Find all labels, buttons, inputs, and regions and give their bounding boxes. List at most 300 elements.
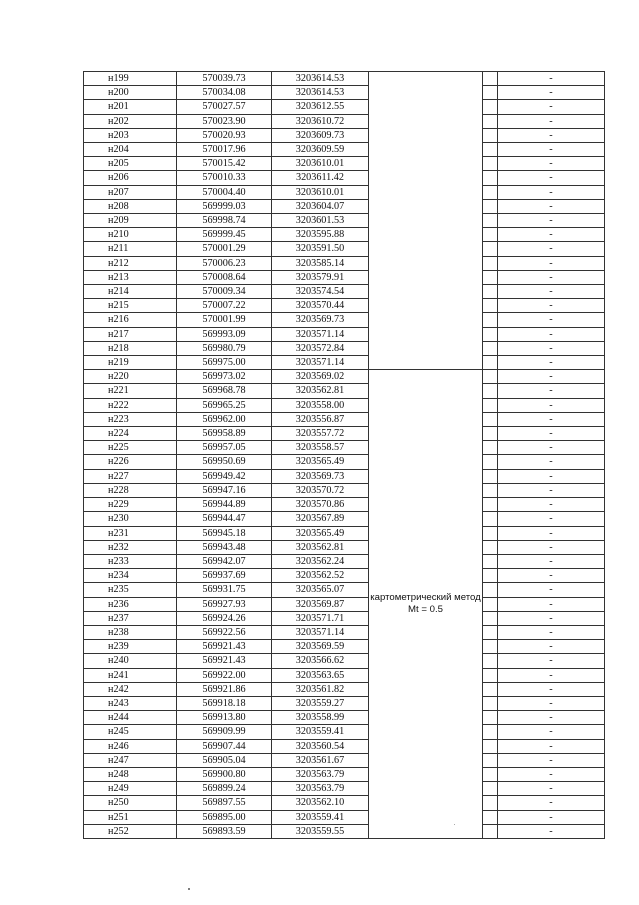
spacer-cell (483, 753, 498, 767)
table-row (84, 100, 605, 114)
note-cell: - (498, 654, 605, 668)
point-name-cell: н211 (84, 242, 177, 256)
note-cell: - (498, 824, 605, 838)
coord-x-cell: 570027.57 (177, 100, 272, 114)
coord-y-cell: 3203571.14 (272, 625, 369, 639)
point-name-cell: н239 (84, 640, 177, 654)
note-cell: - (498, 384, 605, 398)
note-cell: - (498, 526, 605, 540)
spacer-cell (483, 72, 498, 86)
coord-y-cell: 3203562.81 (272, 540, 369, 554)
coord-y-cell: 3203614.53 (272, 86, 369, 100)
note-cell: - (498, 114, 605, 128)
table-row (84, 199, 605, 213)
table-row (84, 640, 605, 654)
coord-y-cell: 3203585.14 (272, 256, 369, 270)
coord-y-cell: 3203558.99 (272, 711, 369, 725)
coord-y-cell: 3203572.84 (272, 341, 369, 355)
coord-x-cell: 569937.69 (177, 569, 272, 583)
coord-x-cell: 570010.33 (177, 171, 272, 185)
note-cell: - (498, 512, 605, 526)
table-row (84, 682, 605, 696)
coord-x-cell: 570034.08 (177, 86, 272, 100)
point-name-cell: н214 (84, 285, 177, 299)
point-name-cell: н242 (84, 682, 177, 696)
coord-x-cell: 570009.34 (177, 285, 272, 299)
spacer-cell (483, 796, 498, 810)
note-cell: - (498, 398, 605, 412)
table-row (84, 696, 605, 710)
note-cell: - (498, 441, 605, 455)
note-cell: - (498, 810, 605, 824)
table-row (84, 299, 605, 313)
point-name-cell: н220 (84, 370, 177, 384)
coord-x-cell: 569893.59 (177, 824, 272, 838)
table-row (84, 242, 605, 256)
coord-x-cell: 569921.86 (177, 682, 272, 696)
coord-y-cell: 3203558.57 (272, 441, 369, 455)
coord-y-cell: 3203562.10 (272, 796, 369, 810)
table-row (84, 711, 605, 725)
coord-x-cell: 569922.00 (177, 668, 272, 682)
coord-x-cell: 569924.26 (177, 611, 272, 625)
coord-y-cell: 3203610.72 (272, 114, 369, 128)
coord-x-cell: 569975.00 (177, 356, 272, 370)
note-cell: - (498, 796, 605, 810)
table-row (84, 455, 605, 469)
coord-y-cell: 3203556.87 (272, 412, 369, 426)
coord-y-cell: 3203562.24 (272, 554, 369, 568)
note-cell: - (498, 327, 605, 341)
coord-y-cell: 3203562.52 (272, 569, 369, 583)
coord-y-cell: 3203571.14 (272, 356, 369, 370)
coord-x-cell: 569899.24 (177, 782, 272, 796)
spacer-cell (483, 526, 498, 540)
coord-y-cell: 3203563.65 (272, 668, 369, 682)
coord-x-cell: 570008.64 (177, 270, 272, 284)
point-name-cell: н203 (84, 128, 177, 142)
coord-y-cell: 3203562.81 (272, 384, 369, 398)
point-name-cell: н252 (84, 824, 177, 838)
spacer-cell (483, 625, 498, 639)
spacer-cell (483, 441, 498, 455)
note-cell: - (498, 86, 605, 100)
note-cell: - (498, 143, 605, 157)
coord-x-cell: 569999.03 (177, 199, 272, 213)
coord-x-cell: 570004.40 (177, 185, 272, 199)
coord-x-cell: 569965.25 (177, 398, 272, 412)
note-cell: - (498, 725, 605, 739)
spacer-cell (483, 370, 498, 384)
point-name-cell: н210 (84, 228, 177, 242)
spacer-cell (483, 341, 498, 355)
note-cell: - (498, 72, 605, 86)
note-cell: - (498, 285, 605, 299)
coord-y-cell: 3203571.14 (272, 327, 369, 341)
coord-y-cell: 3203569.73 (272, 469, 369, 483)
table-row (84, 611, 605, 625)
spacer-cell (483, 640, 498, 654)
spacer-cell (483, 483, 498, 497)
table-row (84, 526, 605, 540)
table-row (84, 782, 605, 796)
coord-x-cell: 569907.44 (177, 739, 272, 753)
coord-x-cell: 570007.22 (177, 299, 272, 313)
table-row (84, 668, 605, 682)
note-cell: - (498, 682, 605, 696)
point-name-cell: н218 (84, 341, 177, 355)
coord-x-cell: 569957.05 (177, 441, 272, 455)
note-cell: - (498, 640, 605, 654)
coord-x-cell: 569895.00 (177, 810, 272, 824)
coord-y-cell: 3203563.79 (272, 767, 369, 781)
table-row (84, 540, 605, 554)
coord-y-cell: 3203570.86 (272, 498, 369, 512)
coordinates-table-body (84, 72, 605, 839)
note-cell: - (498, 427, 605, 441)
point-name-cell: н201 (84, 100, 177, 114)
spacer-cell (483, 100, 498, 114)
spacer-cell (483, 270, 498, 284)
coord-x-cell: 570001.29 (177, 242, 272, 256)
coord-y-cell: 3203561.82 (272, 682, 369, 696)
spacer-cell (483, 824, 498, 838)
coord-y-cell: 3203559.27 (272, 696, 369, 710)
coord-x-cell: 569905.04 (177, 753, 272, 767)
coord-x-cell: 569949.42 (177, 469, 272, 483)
point-name-cell: н212 (84, 256, 177, 270)
coord-x-cell: 569973.02 (177, 370, 272, 384)
method-cell-blank (369, 72, 483, 370)
coord-y-cell: 3203579.91 (272, 270, 369, 284)
note-cell: - (498, 455, 605, 469)
spacer-cell (483, 455, 498, 469)
table-row (84, 398, 605, 412)
table-row (84, 597, 605, 611)
coord-x-cell: 569900.80 (177, 767, 272, 781)
note-cell: - (498, 625, 605, 639)
point-name-cell: н217 (84, 327, 177, 341)
coord-x-cell: 569943.48 (177, 540, 272, 554)
table-row (84, 313, 605, 327)
coord-x-cell: 569913.80 (177, 711, 272, 725)
point-name-cell: н228 (84, 483, 177, 497)
note-cell: - (498, 611, 605, 625)
coord-y-cell: 3203610.01 (272, 185, 369, 199)
point-name-cell: н199 (84, 72, 177, 86)
point-name-cell: н219 (84, 356, 177, 370)
coord-x-cell: 569921.43 (177, 640, 272, 654)
note-cell: - (498, 569, 605, 583)
note-cell: - (498, 540, 605, 554)
table-row (84, 824, 605, 838)
spacer-cell (483, 384, 498, 398)
coord-x-cell: 569947.16 (177, 483, 272, 497)
spacer-cell (483, 611, 498, 625)
point-name-cell: н247 (84, 753, 177, 767)
point-name-cell: н243 (84, 696, 177, 710)
point-name-cell: н240 (84, 654, 177, 668)
method-cell: картометрический метод Mt = 0.5 (369, 370, 483, 839)
coord-x-cell: 569962.00 (177, 412, 272, 426)
spacer-cell (483, 185, 498, 199)
spacer-cell (483, 214, 498, 228)
spacer-cell (483, 86, 498, 100)
spacer-cell (483, 682, 498, 696)
spacer-cell (483, 199, 498, 213)
point-name-cell: н209 (84, 214, 177, 228)
coord-x-cell: 569998.74 (177, 214, 272, 228)
point-name-cell: н200 (84, 86, 177, 100)
table-row (84, 810, 605, 824)
coord-x-cell: 569980.79 (177, 341, 272, 355)
coord-y-cell: 3203565.07 (272, 583, 369, 597)
coord-x-cell: 569897.55 (177, 796, 272, 810)
coord-x-cell: 570015.42 (177, 157, 272, 171)
spacer-cell (483, 412, 498, 426)
table-row (84, 469, 605, 483)
point-name-cell: н224 (84, 427, 177, 441)
coord-x-cell: 569944.89 (177, 498, 272, 512)
coord-x-cell: 569968.78 (177, 384, 272, 398)
table-row (84, 128, 605, 142)
table-row (84, 72, 605, 86)
point-name-cell: н231 (84, 526, 177, 540)
table-row (84, 384, 605, 398)
note-cell: - (498, 299, 605, 313)
coord-y-cell: 3203563.79 (272, 782, 369, 796)
note-cell: - (498, 157, 605, 171)
coord-y-cell: 3203558.00 (272, 398, 369, 412)
coord-y-cell: 3203571.71 (272, 611, 369, 625)
coord-x-cell: 570017.96 (177, 143, 272, 157)
note-cell: - (498, 128, 605, 142)
coord-y-cell: 3203567.89 (272, 512, 369, 526)
coord-y-cell: 3203595.88 (272, 228, 369, 242)
note-cell: - (498, 356, 605, 370)
point-name-cell: н226 (84, 455, 177, 469)
coord-x-cell: 569922.56 (177, 625, 272, 639)
note-cell: - (498, 498, 605, 512)
coord-y-cell: 3203609.73 (272, 128, 369, 142)
table-row (84, 554, 605, 568)
coord-y-cell: 3203561.67 (272, 753, 369, 767)
note-cell: - (498, 711, 605, 725)
note-cell: - (498, 483, 605, 497)
table-row (84, 143, 605, 157)
note-cell: - (498, 583, 605, 597)
table-row (84, 327, 605, 341)
coord-y-cell: 3203565.49 (272, 455, 369, 469)
note-cell: - (498, 767, 605, 781)
note-cell: - (498, 341, 605, 355)
coord-y-cell: 3203612.55 (272, 100, 369, 114)
point-name-cell: н213 (84, 270, 177, 284)
note-cell: - (498, 554, 605, 568)
table-row (84, 228, 605, 242)
table-row (84, 256, 605, 270)
spacer-cell (483, 242, 498, 256)
note-cell: - (498, 739, 605, 753)
spacer-cell (483, 782, 498, 796)
point-name-cell: н246 (84, 739, 177, 753)
point-name-cell: н222 (84, 398, 177, 412)
spacer-cell (483, 143, 498, 157)
coord-x-cell: 570020.93 (177, 128, 272, 142)
spacer-cell (483, 498, 498, 512)
spacer-cell (483, 171, 498, 185)
table-row (84, 654, 605, 668)
point-name-cell: н225 (84, 441, 177, 455)
table-row (84, 441, 605, 455)
point-name-cell: н235 (84, 583, 177, 597)
note-cell: - (498, 412, 605, 426)
table-row (84, 625, 605, 639)
note-cell: - (498, 270, 605, 284)
note-cell: - (498, 214, 605, 228)
coord-y-cell: 3203604.07 (272, 199, 369, 213)
point-name-cell: н241 (84, 668, 177, 682)
coord-y-cell: 3203574.54 (272, 285, 369, 299)
table-row (84, 427, 605, 441)
table-row (84, 583, 605, 597)
table-row (84, 412, 605, 426)
point-name-cell: н238 (84, 625, 177, 639)
point-name-cell: н227 (84, 469, 177, 483)
table-row (84, 512, 605, 526)
spacer-cell (483, 554, 498, 568)
scan-speck (454, 824, 455, 825)
table-row (84, 86, 605, 100)
note-cell: - (498, 696, 605, 710)
spacer-cell (483, 228, 498, 242)
spacer-cell (483, 299, 498, 313)
spacer-cell (483, 654, 498, 668)
coord-y-cell: 3203591.50 (272, 242, 369, 256)
table-row (84, 356, 605, 370)
coord-y-cell: 3203559.41 (272, 810, 369, 824)
point-name-cell: н216 (84, 313, 177, 327)
spacer-cell (483, 597, 498, 611)
note-cell: - (498, 171, 605, 185)
coord-y-cell: 3203611.42 (272, 171, 369, 185)
coord-x-cell: 569927.93 (177, 597, 272, 611)
coord-y-cell: 3203609.59 (272, 143, 369, 157)
coord-y-cell: 3203569.87 (272, 597, 369, 611)
note-cell: - (498, 668, 605, 682)
point-name-cell: н245 (84, 725, 177, 739)
point-name-cell: н229 (84, 498, 177, 512)
point-name-cell: н237 (84, 611, 177, 625)
point-name-cell: н230 (84, 512, 177, 526)
table-row (84, 483, 605, 497)
point-name-cell: н206 (84, 171, 177, 185)
point-name-cell: н249 (84, 782, 177, 796)
spacer-cell (483, 157, 498, 171)
coord-y-cell: 3203559.41 (272, 725, 369, 739)
coord-x-cell: 569950.69 (177, 455, 272, 469)
spacer-cell (483, 398, 498, 412)
note-cell: - (498, 228, 605, 242)
coord-x-cell: 569958.89 (177, 427, 272, 441)
note-cell: - (498, 199, 605, 213)
table-row (84, 767, 605, 781)
table-row (84, 270, 605, 284)
coord-y-cell: 3203610.01 (272, 157, 369, 171)
table-row (84, 171, 605, 185)
spacer-cell (483, 540, 498, 554)
note-cell: - (498, 370, 605, 384)
coord-y-cell: 3203559.55 (272, 824, 369, 838)
point-name-cell: н250 (84, 796, 177, 810)
table-row (84, 114, 605, 128)
coord-x-cell: 570023.90 (177, 114, 272, 128)
coord-y-cell: 3203565.49 (272, 526, 369, 540)
coord-y-cell: 3203614.53 (272, 72, 369, 86)
spacer-cell (483, 810, 498, 824)
point-name-cell: н204 (84, 143, 177, 157)
spacer-cell (483, 583, 498, 597)
point-name-cell: н202 (84, 114, 177, 128)
note-cell: - (498, 469, 605, 483)
note-cell: - (498, 242, 605, 256)
point-name-cell: н207 (84, 185, 177, 199)
coord-y-cell: 3203557.72 (272, 427, 369, 441)
table-row (84, 214, 605, 228)
coord-x-cell: 570039.73 (177, 72, 272, 86)
table-row (84, 796, 605, 810)
point-name-cell: н233 (84, 554, 177, 568)
table-row (84, 569, 605, 583)
table-row (84, 725, 605, 739)
spacer-cell (483, 356, 498, 370)
point-name-cell: н215 (84, 299, 177, 313)
table-row (84, 157, 605, 171)
coord-x-cell: 569945.18 (177, 526, 272, 540)
note-cell: - (498, 313, 605, 327)
spacer-cell (483, 668, 498, 682)
coord-x-cell: 569999.45 (177, 228, 272, 242)
coord-y-cell: 3203570.72 (272, 483, 369, 497)
table-row (84, 370, 605, 384)
table-row (84, 341, 605, 355)
spacer-cell (483, 725, 498, 739)
note-cell: - (498, 185, 605, 199)
spacer-cell (483, 696, 498, 710)
coord-x-cell: 569921.43 (177, 654, 272, 668)
spacer-cell (483, 313, 498, 327)
coord-x-cell: 569942.07 (177, 554, 272, 568)
point-name-cell: н223 (84, 412, 177, 426)
coord-y-cell: 3203569.73 (272, 313, 369, 327)
spacer-cell (483, 327, 498, 341)
point-name-cell: н236 (84, 597, 177, 611)
coord-y-cell: 3203570.44 (272, 299, 369, 313)
spacer-cell (483, 767, 498, 781)
table-row (84, 185, 605, 199)
point-name-cell: н251 (84, 810, 177, 824)
spacer-cell (483, 739, 498, 753)
coordinates-table (83, 71, 605, 839)
coord-x-cell: 569918.18 (177, 696, 272, 710)
note-cell: - (498, 256, 605, 270)
note-cell: - (498, 597, 605, 611)
coord-y-cell: 3203566.62 (272, 654, 369, 668)
point-name-cell: н244 (84, 711, 177, 725)
spacer-cell (483, 285, 498, 299)
spacer-cell (483, 256, 498, 270)
point-name-cell: н205 (84, 157, 177, 171)
